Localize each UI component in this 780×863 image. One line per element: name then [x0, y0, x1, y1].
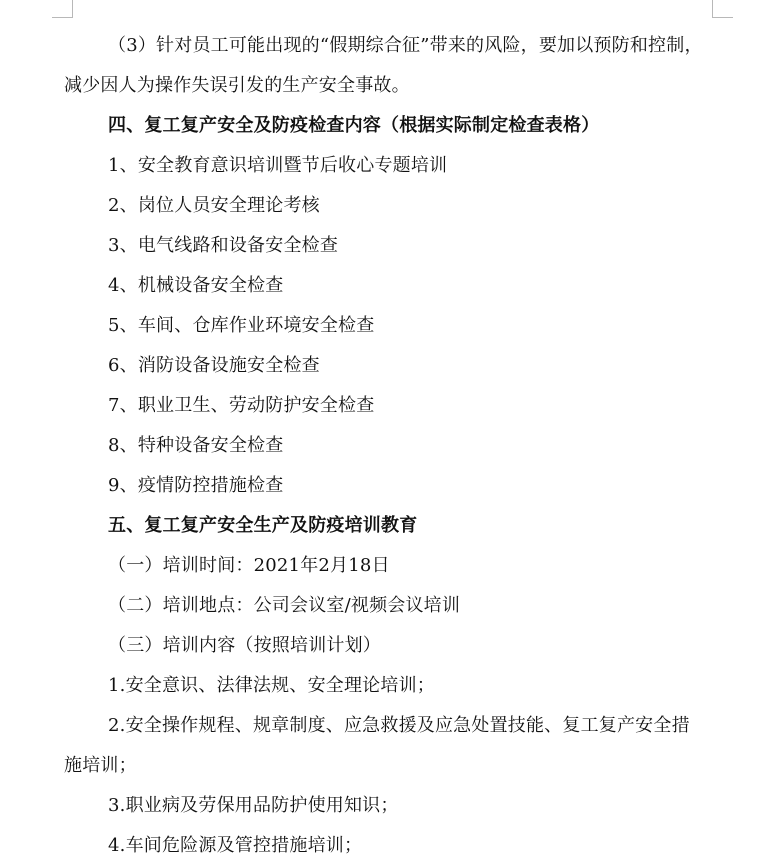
training-item-4: 4.车间危险源及管控措施培训；	[108, 835, 363, 856]
paragraph-line-holiday-syndrome: （3）针对员工可能出现的“假期综合征”带来的风险，要加以预防和控制，	[108, 35, 703, 56]
section-heading-training: 五、复工复产安全生产及防疫培训教育	[108, 515, 418, 536]
training-time: （一）培训时间：2021年2月18日	[108, 555, 390, 576]
inspection-item-3: 3、电气线路和设备安全检查	[108, 235, 339, 256]
training-item-2-continuation: 施培训；	[64, 755, 137, 776]
training-item-3: 3.职业病及劳保用品防护使用知识；	[108, 795, 399, 816]
training-item-2: 2.安全操作规程、规章制度、应急救援及应急处置技能、复工复产安全措	[108, 715, 690, 736]
page-corner-marker-right	[712, 0, 733, 18]
inspection-item-5: 5、车间、仓库作业环境安全检查	[108, 315, 375, 336]
inspection-item-1: 1、安全教育意识培训暨节后收心专题培训	[108, 155, 448, 176]
inspection-item-6: 6、消防设备设施安全检查	[108, 355, 320, 376]
inspection-item-4: 4、机械设备安全检查	[108, 275, 284, 296]
training-location: （二）培训地点：公司会议室/视频会议培训	[108, 595, 461, 616]
inspection-item-8: 8、特种设备安全检查	[108, 435, 284, 456]
section-heading-inspection: 四、复工复产安全及防疫检查内容（根据实际制定检查表格）	[108, 115, 600, 136]
paragraph-line-continuation: 减少因人为操作失误引发的生产安全事故。	[64, 75, 410, 96]
page-corner-marker-left	[52, 0, 73, 18]
training-content: （三）培训内容（按照培训计划）	[108, 635, 381, 656]
training-item-1: 1.安全意识、法律法规、安全理论培训；	[108, 675, 435, 696]
inspection-item-9: 9、疫情防控措施检查	[108, 475, 284, 496]
inspection-item-7: 7、职业卫生、劳动防护安全检查	[108, 395, 375, 416]
inspection-item-2: 2、岗位人员安全理论考核	[108, 195, 320, 216]
